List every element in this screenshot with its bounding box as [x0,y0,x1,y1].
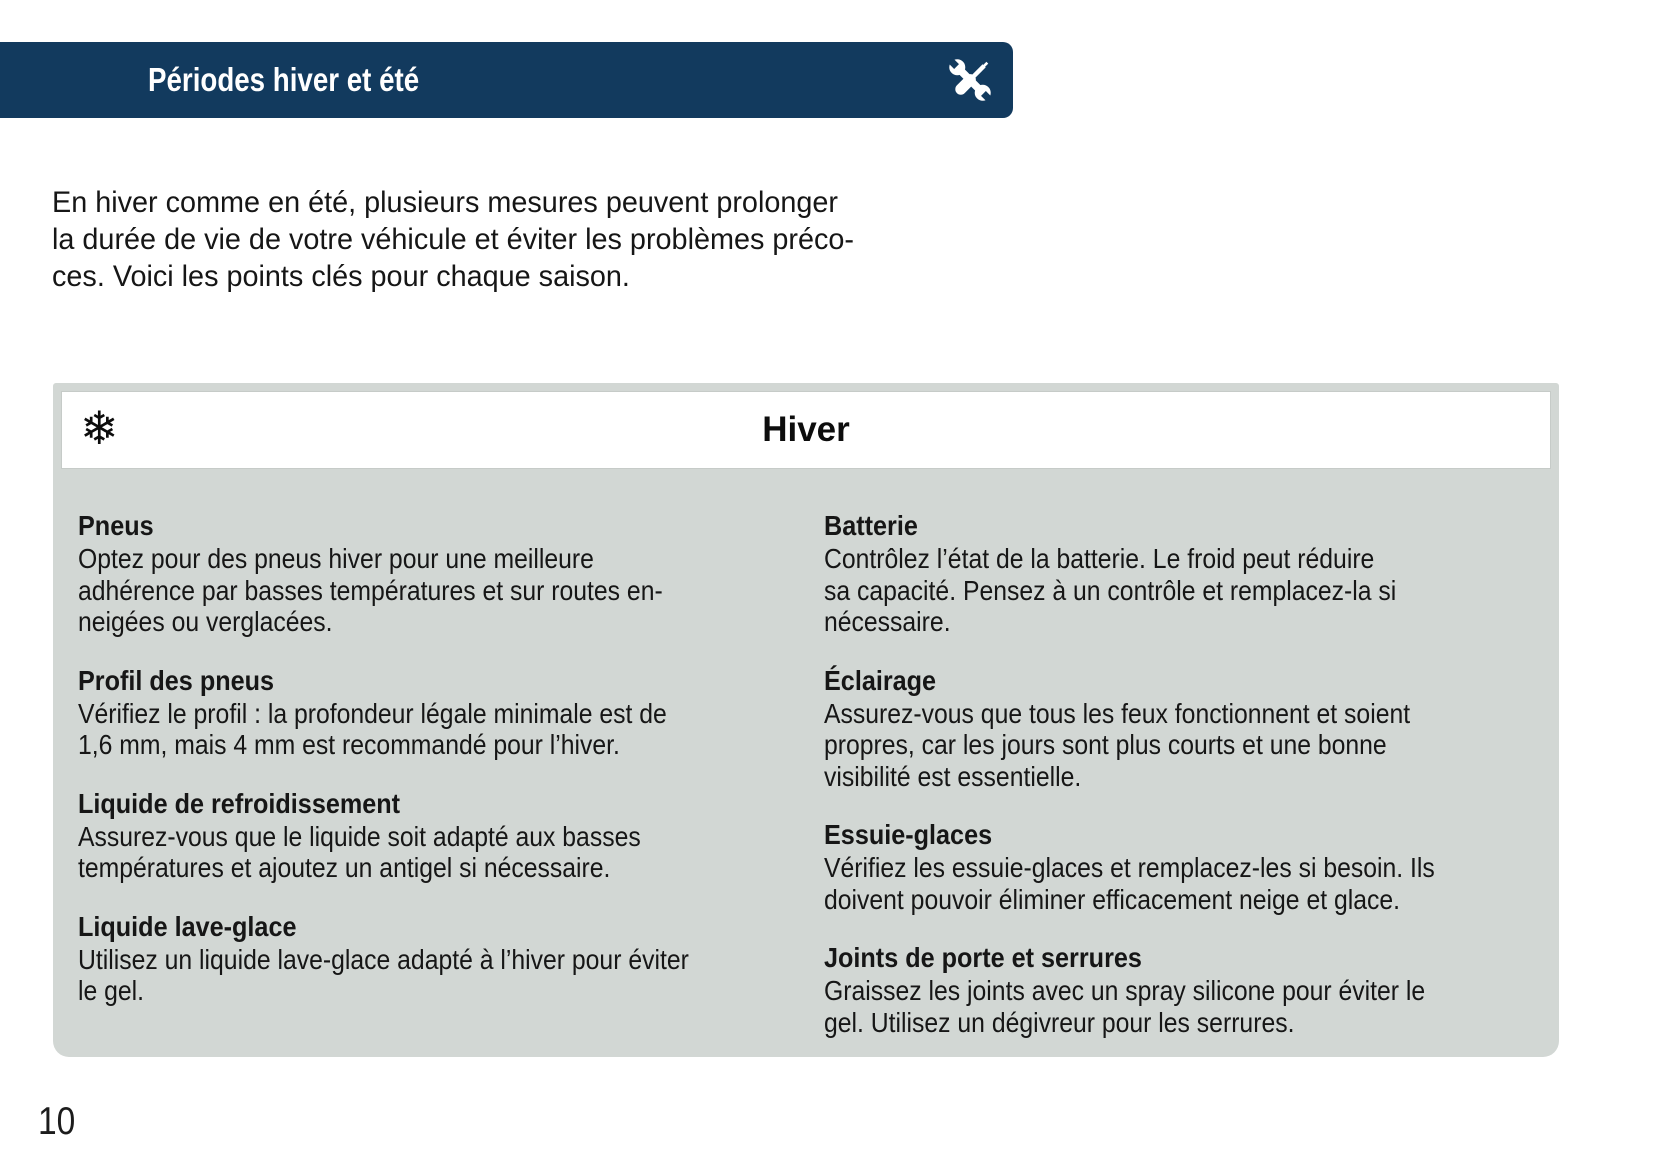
chapter-title: Périodes hiver et été [148,61,420,98]
section-heading: Liquide lave-glace [78,910,297,942]
section-text-line: Optez pour des pneus hiver pour une meilleure [78,543,594,574]
winter-section [824,941,1530,1038]
winter-panel-title: Hiver [762,410,850,449]
winter-column-left [78,509,784,1064]
section-text-line: températures et ajoutez un antigel si nécessaire. [78,852,611,883]
section-text-line: doivent pouvoir éliminer efficacement neige et glace. [823,883,1400,915]
winter-column-right [824,509,1530,1064]
section-text-line: Vérifiez les essuie-glaces et remplacez-les si besoin. Ils [823,852,1435,883]
section-heading: Éclairage [823,664,936,696]
intro-line: En hiver comme en été, plusieurs mesures peuvent prolonger [52,186,839,219]
winter-panel-header [61,391,1551,469]
winter-section [824,818,1530,915]
page-number-value: 10 [38,1100,76,1143]
section-text-line: sa capacité. Pensez à un contrôle et remplacez-la si [823,574,1396,606]
winter-section [824,509,1530,638]
section-heading: Joints de porte et serrures [823,942,1142,973]
section-text-line: Vérifiez le profil : la profondeur légale minimale est de [78,697,667,729]
intro-line: la durée de vie de votre véhicule et éviter les problèmes préco- [52,223,855,256]
page-number [38,1100,81,1144]
section-text-line: nécessaire. [823,606,951,637]
intro-line: ces. Voici les points clés pour chaque saison. [52,260,630,293]
snowflake-icon: ❄ [80,401,119,456]
section-heading: Essuie-glaces [823,819,992,850]
winter-section [78,664,784,761]
section-text-line: adhérence par basses températures et sur routes en- [78,574,663,606]
winter-section [78,787,784,884]
intro-paragraph [52,184,887,295]
section-text-line: Contrôlez l’état de la batterie. Le froid peut réduire [823,543,1374,574]
section-text-line: neigées ou verglacées. [78,606,333,637]
section-heading: Batterie [823,510,918,541]
section-text-line: visibilité est essentielle. [823,760,1081,792]
tools-icon [941,51,999,109]
section-text-line: Utilisez un liquide lave-glace adapté à l’hiver pour éviter [78,943,689,975]
section-heading: Profil des pneus [78,664,275,696]
section-text-line: propres, car les jours sont plus courts et une bonne [823,729,1387,760]
section-text-line: gel. Utilisez un dégivreur pour les serrures. [823,1006,1294,1038]
section-text-line: le gel. [78,975,145,1006]
winter-section [78,509,784,638]
winter-section [824,664,1530,793]
winter-columns [78,509,1529,1064]
winter-panel [53,383,1559,1057]
section-heading: Liquide de refroidissement [78,787,401,819]
section-text-line: Graissez les joints avec un spray silicone pour éviter le [823,975,1425,1006]
section-text-line: Assurez-vous que tous les feux fonctionnent et soient [823,697,1410,729]
section-text-line: 1,6 mm, mais 4 mm est recommandé pour l’hiver. [78,729,620,760]
chapter-header-bar [0,42,1013,118]
section-text-line: Assurez-vous que le liquide soit adapté aux basses [78,820,641,852]
winter-section [78,910,784,1007]
section-heading: Pneus [78,510,154,541]
